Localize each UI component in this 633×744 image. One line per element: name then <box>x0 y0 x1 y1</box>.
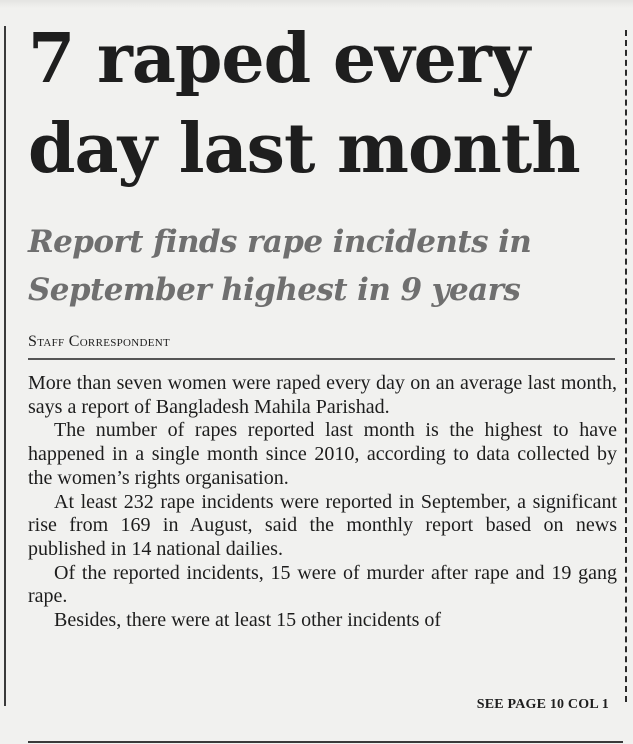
paragraph-3: At least 232 rape incidents were reported in September, a significant rise from 169 in August, said the monthly report based on news published in 14 national dailies. <box>28 490 617 560</box>
headline-line-2: day last month <box>28 109 580 189</box>
article-body <box>28 372 617 633</box>
byline-divider <box>28 358 615 360</box>
bottom-divider <box>28 741 623 743</box>
paragraph-1: More than seven women were raped every day on an average last month, says a report of Bangladesh Mahila Parishad. <box>28 372 617 418</box>
left-column-rule <box>4 26 6 706</box>
headline-line-1: 7 raped every <box>28 19 530 99</box>
subheadline <box>28 218 618 314</box>
page-edge-shade <box>0 0 633 8</box>
paragraph-2: The number of rapes reported last month is the highest to have happened in a single month since 2010, according to data collected by the women’s rights organisation. <box>28 419 617 489</box>
paragraph-5: Besides, there were at least 15 other incidents of <box>54 609 442 632</box>
subheadline-line-1: Report finds rape incidents in <box>28 224 532 260</box>
headline <box>28 14 628 194</box>
byline: Staff Correspondent <box>28 333 171 350</box>
continuation-jump-line: SEE PAGE 10 COL 1 <box>476 697 609 712</box>
subheadline-line-2: September highest in 9 years <box>28 272 521 308</box>
paragraph-4: Of the reported incidents, 15 were of murder after rape and 19 gang rape. <box>28 561 617 608</box>
